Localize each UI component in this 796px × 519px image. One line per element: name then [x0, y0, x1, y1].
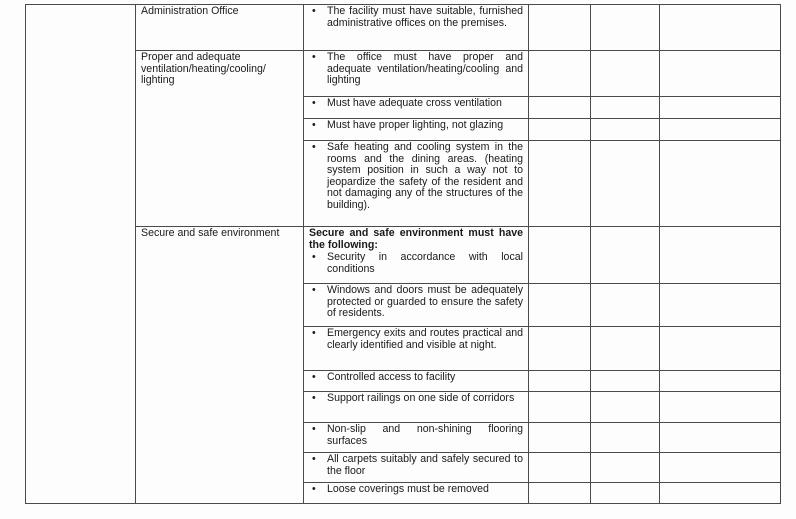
- requirement-item: [304, 284, 528, 321]
- evaluation-cell[interactable]: [591, 371, 660, 392]
- area-label: Proper and adequate ventilation/heating/cooling/ lighting: [141, 51, 266, 87]
- evaluation-cell[interactable]: [529, 5, 591, 51]
- evaluation-cell[interactable]: [529, 327, 591, 371]
- requirement-cell: [304, 119, 529, 141]
- evaluation-cell[interactable]: [591, 483, 660, 504]
- bullet-icon: •: [312, 284, 316, 296]
- compliance-checklist-table: [25, 4, 781, 504]
- requirement-cell: [304, 97, 529, 119]
- requirement-cell: [304, 284, 529, 327]
- requirement-cell: [304, 51, 529, 97]
- bullet-icon: •: [312, 423, 316, 435]
- evaluation-cell[interactable]: [591, 51, 660, 97]
- requirement-item: [304, 141, 528, 213]
- evaluation-cell[interactable]: [529, 119, 591, 141]
- requirement-text: Safe heating and cooling system in the rooms and the dining areas. (heating system position in such a way not to jeopardize the safety of the resident and not damaging any of the structures of the building).: [327, 141, 523, 211]
- bullet-icon: •: [312, 51, 316, 63]
- bullet-icon: •: [312, 119, 316, 131]
- requirement-item: [304, 119, 528, 133]
- evaluation-cell[interactable]: [529, 227, 591, 284]
- requirement-cell: [304, 392, 529, 423]
- evaluation-cell[interactable]: [591, 392, 660, 423]
- bullet-icon: •: [312, 371, 316, 383]
- evaluation-cell[interactable]: [529, 423, 591, 453]
- area-cell: [136, 51, 304, 227]
- evaluation-cell[interactable]: [529, 51, 591, 97]
- evaluation-cell[interactable]: [660, 97, 781, 119]
- requirement-item: [304, 483, 528, 497]
- evaluation-cell[interactable]: [660, 141, 781, 227]
- requirement-item: [304, 453, 528, 478]
- evaluation-cell[interactable]: [591, 227, 660, 284]
- evaluation-cell[interactable]: [591, 423, 660, 453]
- requirement-item: [304, 5, 528, 30]
- requirement-item: [304, 371, 528, 385]
- requirement-text: All carpets suitably and safely secured to the floor: [327, 453, 523, 477]
- requirement-cell: [304, 5, 529, 51]
- bullet-icon: •: [312, 483, 316, 495]
- evaluation-cell[interactable]: [529, 392, 591, 423]
- requirement-cell: [304, 141, 529, 227]
- bullet-icon: •: [312, 5, 316, 17]
- blank-left-column: [26, 5, 136, 504]
- table-row: [26, 227, 781, 284]
- requirement-cell: [304, 227, 529, 284]
- requirement-cell: [304, 453, 529, 483]
- requirement-text: Controlled access to facility: [327, 371, 456, 383]
- requirement-text: Windows and doors must be adequately protected or guarded to ensure the safety of residents.: [327, 284, 523, 320]
- requirement-item: [304, 51, 528, 88]
- area-label: Secure and safe environment: [141, 227, 280, 239]
- requirement-cell: [304, 423, 529, 453]
- requirement-heading: Secure and safe environment must have the following:: [309, 227, 523, 251]
- area-cell: [136, 5, 304, 51]
- requirement-cell: [304, 371, 529, 392]
- requirement-text: Support railings on one side of corridors: [327, 392, 515, 404]
- bullet-icon: •: [312, 453, 316, 465]
- requirement-item: [304, 251, 528, 276]
- requirement-text: The office must have proper and adequate ventilation/heating/cooling and lighting: [327, 51, 523, 87]
- evaluation-cell[interactable]: [529, 453, 591, 483]
- evaluation-cell[interactable]: [660, 119, 781, 141]
- evaluation-cell[interactable]: [591, 5, 660, 51]
- evaluation-cell[interactable]: [660, 5, 781, 51]
- evaluation-cell[interactable]: [529, 97, 591, 119]
- requirement-item: [304, 97, 528, 111]
- evaluation-cell[interactable]: [660, 284, 781, 327]
- requirement-cell: [304, 483, 529, 504]
- requirement-text: Security in accordance with local conditions: [327, 251, 523, 275]
- area-label: Administration Office: [141, 5, 239, 17]
- requirement-text: Emergency exits and routes practical and clearly identified and visible at night.: [327, 327, 523, 351]
- requirement-text: Must have adequate cross ventilation: [327, 97, 502, 109]
- evaluation-cell[interactable]: [591, 453, 660, 483]
- evaluation-cell[interactable]: [591, 141, 660, 227]
- bullet-icon: •: [312, 141, 316, 153]
- requirement-text: Loose coverings must be removed: [327, 483, 489, 495]
- evaluation-cell[interactable]: [660, 423, 781, 453]
- requirement-cell: [304, 327, 529, 371]
- evaluation-cell[interactable]: [591, 119, 660, 141]
- evaluation-cell[interactable]: [529, 371, 591, 392]
- evaluation-cell[interactable]: [660, 327, 781, 371]
- evaluation-cell[interactable]: [591, 97, 660, 119]
- requirement-text: Non-slip and non-shining flooring surfaces: [327, 423, 523, 447]
- bullet-icon: •: [312, 327, 316, 339]
- evaluation-cell[interactable]: [529, 483, 591, 504]
- bullet-icon: •: [312, 251, 316, 264]
- evaluation-cell[interactable]: [591, 327, 660, 371]
- evaluation-cell[interactable]: [660, 371, 781, 392]
- area-cell: [136, 227, 304, 504]
- evaluation-cell[interactable]: [660, 392, 781, 423]
- requirement-text: The facility must have suitable, furnished administrative offices on the premises.: [327, 5, 523, 29]
- evaluation-cell[interactable]: [529, 284, 591, 327]
- requirement-item: [304, 392, 528, 406]
- bullet-icon: •: [312, 392, 316, 404]
- evaluation-cell[interactable]: [591, 284, 660, 327]
- table-row: [26, 51, 781, 97]
- evaluation-cell[interactable]: [660, 453, 781, 483]
- evaluation-cell[interactable]: [660, 51, 781, 97]
- evaluation-cell[interactable]: [529, 141, 591, 227]
- table-row: [26, 5, 781, 51]
- requirement-item: [304, 423, 528, 448]
- evaluation-cell[interactable]: [660, 227, 781, 284]
- requirement-item: [304, 327, 528, 352]
- evaluation-cell[interactable]: [660, 483, 781, 504]
- bullet-icon: •: [312, 97, 316, 109]
- requirement-text: Must have proper lighting, not glazing: [327, 119, 504, 131]
